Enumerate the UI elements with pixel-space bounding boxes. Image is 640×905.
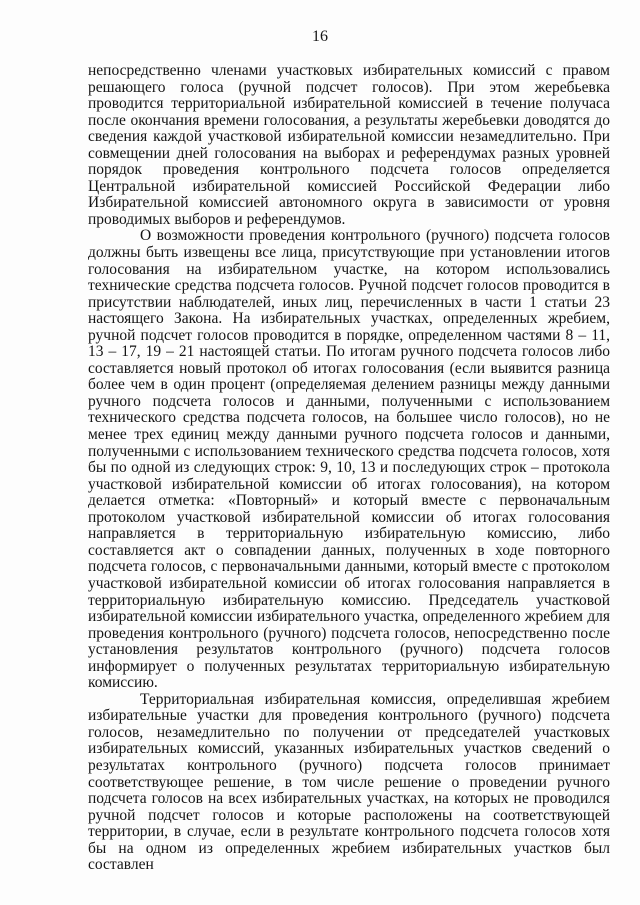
page-number: 16 [312,28,328,45]
paragraph-continuation: непосредственно членами участковых избирательных комиссий с правом решающего голоса (ручной подсчет голосов). При этом жеребьевка проводится территориальной избирательной комиссией в течение получаса после окончания времени голосования, а результаты жеребьевки доводятся до сведения каждой участковой избирательной комиссии незамедлительно. При совмещении дней голосования на выборах и референдумах разных уровней порядок проведения контрольного подсчета голосов определяется Центральной избирательной комиссией Российской Федерации либо Избирательной комиссией автономного округа в зависимости от уровня проводимых выборов и референдумов. [88,62,610,228]
document-body [88,63,610,874]
paragraph-manual-recount-notice: О возможности проведения контрольного (ручного) подсчета голосов должны быть извещены все лица, присутствующие при установлении итогов голосования на избирательном участке, на котором использовались технические средства подсчета голосов. Ручной подсчет голосов проводится в присутствии наблюдателей, иных лиц, перечисленных в части 1 статьи 23 настоящего Закона. На избирательных участках, определенных жребием, ручной подсчет голосов проводится в порядке, определенном частями 8 – 11, 13 – 17, 19 – 21 настоящей статьи. По итогам ручного подсчета голосов либо составляется новый протокол об итогах голосования (если выявится разница более чем в один процент (определяемая делением разницы между данными ручного подсчета голосов и данными, полученными с использованием технического средства подсчета голосов, на большее число голосов), но не менее трех единиц между данными ручного подсчета голосов и данными, полученными с использованием технического средства подсчета голосов, хотя бы по одной из следующих строк: 9, 10, 13 и последующих строк – протокола участковой избирательной комиссии об итогах голосования), на котором делается отметка: «Повторный» и который вместе с первоначальным протоколом участковой избирательной комиссии об итогах голосования направляется в территориальную избирательную комиссию, либо составляется акт о совпадении данных, полученных в ходе повторного подсчета голосов, с первоначальными данными, который вместе с протоколом участковой избирательной комиссии об итогах голосования направляется в территориальную избирательную комиссию. Председатель участковой избирательной комиссии избирательного участка, определенного жребием для проведения контрольного (ручного) подсчета голосов, непосредственно после установления результатов контрольного (ручного) подсчета голосов информирует о полученных результатах территориальную избирательную комиссию. [88,227,610,692]
paragraph-territorial-commission-decision: Территориальная избирательная комиссия, определившая жребием избирательные участки для проведения контрольного (ручного) подсчета голосов, незамедлительно по получении от председателей участковых избирательных комиссий, указанных избирательных участков сведений о результатах контрольного (ручного) подсчета голосов принимает соответствующее решение, в том числе решение о проведении ручного подсчета голосов на всех избирательных участках, на которых не проводился ручной подсчет голосов и которые расположены на соответствующей территории, в случае, если в результате контрольного подсчета голосов хотя бы на одном из определенных жребием избирательных участков был составлен [88,690,610,874]
